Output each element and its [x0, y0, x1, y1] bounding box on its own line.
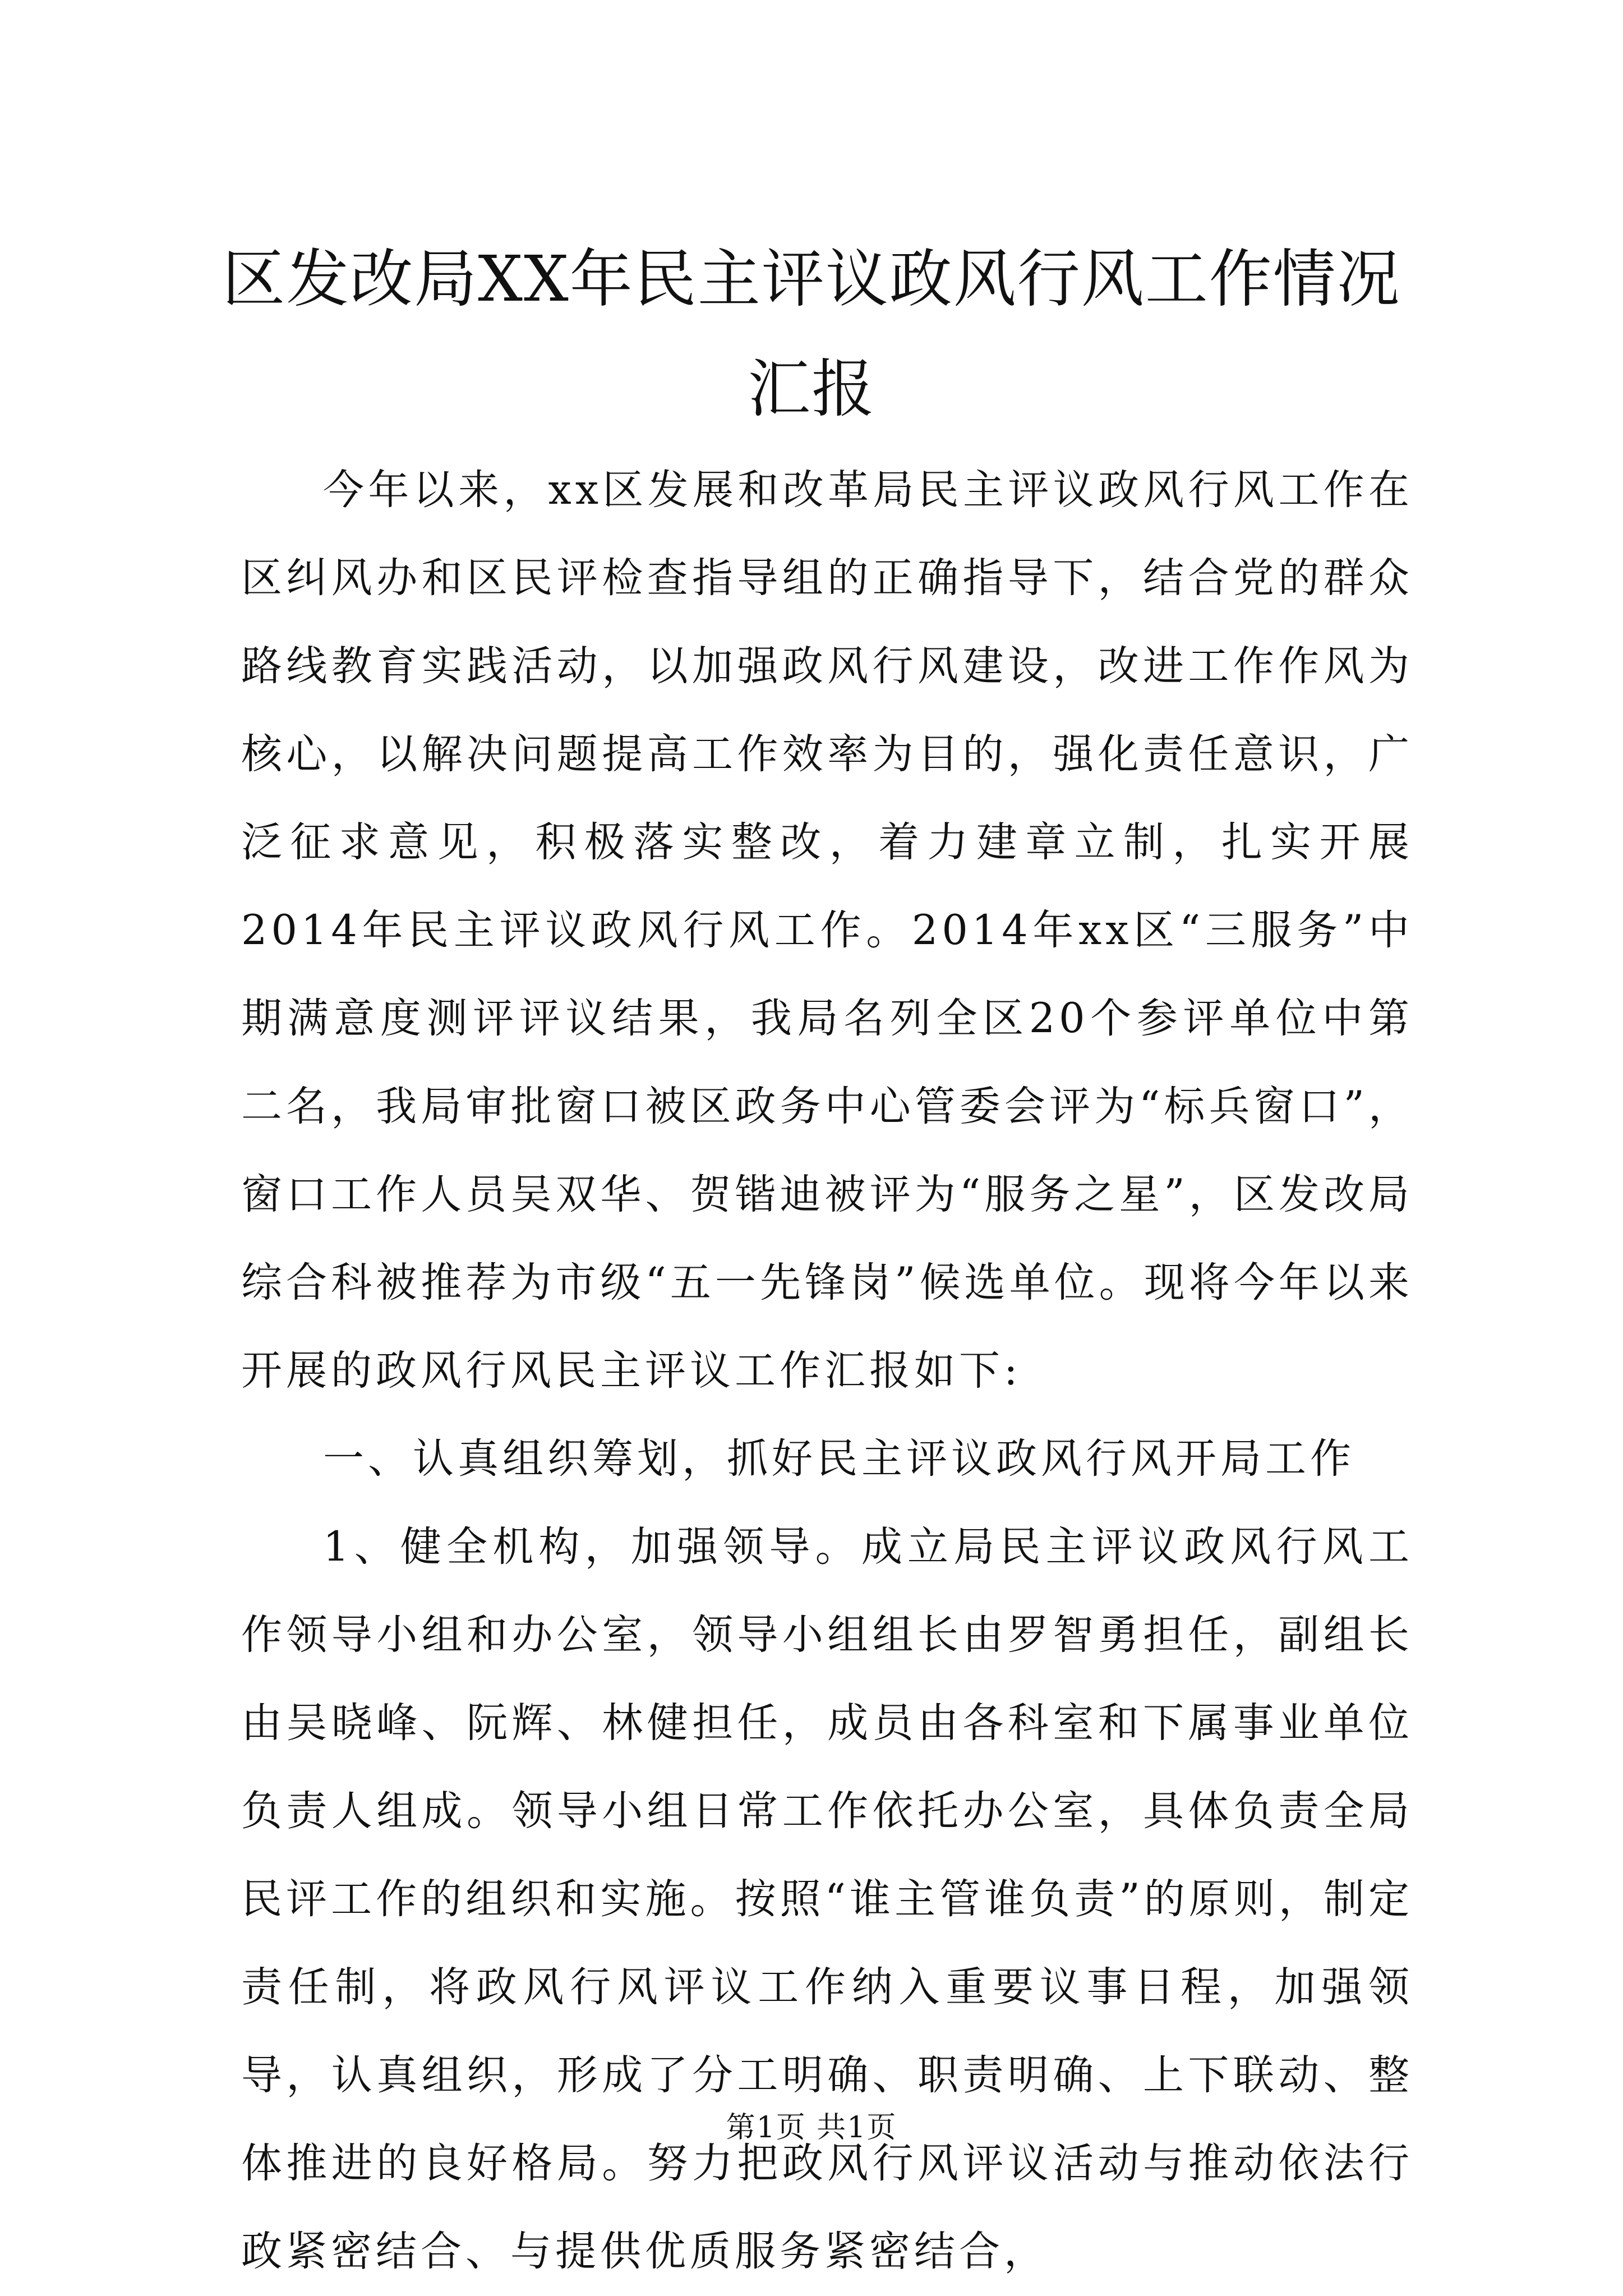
body-paragraph-intro: 今年以来，xx区发展和改革局民主评议政风行风工作在区纠风办和区民评检查指导组的正确指导下，结合党的群众路线教育实践活动，以加强政风行风建设，改进工作作风为核心，以解决问题提高工作效率为目的，强化责任意识，广泛征求意见，积极落实整改，着力建章立制，扎实开展2014年民主评议政风行风工作。2014年xx区“三服务”中期满意度测评评议结果，我局名列全区20个参评单位中第二名，我局审批窗口被区政务中心管委会评为“标兵窗口”，窗口工作人员吴双华、贺锴迪被评为“服务之星”，区发改局综合科被推荐为市级“五一先锋岗”候选单位。现将今年以来开展的政风行风民主评议工作汇报如下: [241, 466, 1413, 1395]
section-heading-1: 一、认真组织筹划，抓好民主评议政风行风开局工作 [323, 1435, 1355, 1483]
document-body [241, 446, 1413, 2295]
page-footer: 第1页 共1页 [726, 2111, 897, 2145]
document-title: 区发改局XX年民主评议政风行风工作情况汇报 [222, 243, 1401, 426]
body-paragraph-1: 1、健全机构，加强领导。成立局民主评议政风行风工作领导小组和办公室，领导小组组长由罗智勇担任，副组长由吴晓峰、阮辉、林健担任，成员由各科室和下属事业单位负责人组成。领导小组日常工作依托办公室，具体负责全局民评工作的组织和实施。按照“谁主管谁负责”的原则，制定责任制，将政风行风评议工作纳入重要议事日程，加强领导，认真组织，形成了分工明确、职责明确、上下联动、整体推进的良好格局。努力把政风行风评议活动与推动依法行政紧密结合、与提供优质服务紧密结合， [241, 1523, 1413, 2275]
